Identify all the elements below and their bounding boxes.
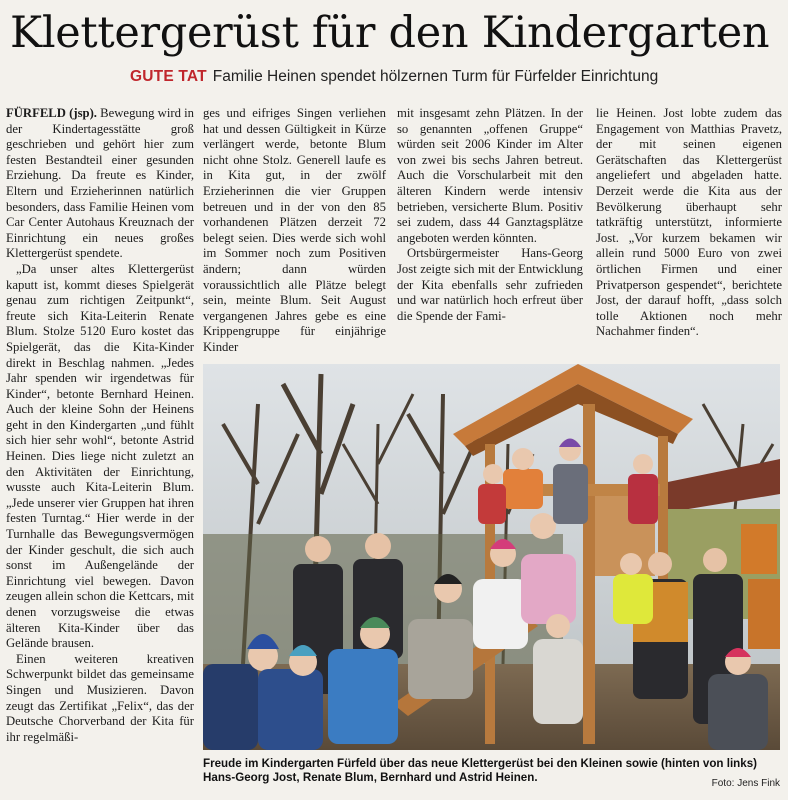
paragraph: „Da unser altes Klettergerüst kaputt ist, kommt dieses Spielgerät genau zum richtigen Zeitpunkt“, freute sich Kita-Leiterin Renate Blum. Stolze 5120 Euro kostet das Spielgerät, das die Kita-Kinder direkt in Beschlag nahmen. „Jedes Jahr spenden wir irgendetwas für Kinder“, betonte Bernhard Heinen. Auch der kleine Sohn der Heinens geht in den Kindergarten „und fühlt sich hier sehr wohl“, betonte Astrid Heinen. Dies liege nicht zuletzt an den Aktivitäten der Einrichtung, wusste auch Kita-Leiterin Blum. „Jede unserer vier Gruppen hat ihren festen Turntag.“ Hier werde in der Turnhalle das Bewegungsvermögen der Kinder geschult, die sich auch sonst im Außengelände der Einrichtung viel bewegen. Davon zeugen allein schon die Kettcars, mit denen vorzugsweise die etwas älteren Kita-Kinder über das Gelände brausen. [6,261,194,651]
paragraph [6,106,194,262]
dateline: FÜRFELD (jsp). [6,106,97,120]
subheadline-text: Familie Heinen spendet hölzernen Turm für Fürfelder Einrichtung [212,68,659,85]
photo-illustration [203,364,780,750]
article-column-2 [203,106,386,354]
subheadline [130,66,658,88]
photo-credit: Foto: Jens Fink [711,778,780,789]
article-column-1 [6,106,194,786]
photo-caption: Freude im Kindergarten Fürfeld über das neue Klettergerüst bei den Kleinen sowie (hinten von links) Hans-Georg Jost, Renate Blum, Bernhard und Astrid Heinen. [203,757,758,784]
paragraph: lie Heinen. Jost lobte zudem das Engagement von Matthias Pravetz, der mit seinen eigenen Gerätschaften das Klettergerüst angeliefert und abgeladen hatte. Derzeit werde die Kita aus der Bevölkerung überhaupt sehr tatkräftig unterstützt, informierte Jost. „Vor kurzem bekamen wir allein rund 5000 Euro von zwei örtlichen Firmen und einer Privatperson gespendet“, berichtete Jost, der darauf hofft, „dass solch tolle Aktionen noch mehr Nachahmer finden“. [596,106,782,339]
kicker: GUTE TAT [130,68,207,85]
paragraph: mit insgesamt zehn Plätzen. In der so genannten „offenen Gruppe“ würden seit 2006 Kinder im Alter von zwei bis sechs Jahren betreut. Auch die Vorschularbeit mit den älteren Kindern werde intensiv betrieben, versicherte Blum. Positiv sei zudem, dass 44 Ganztagsplätze angeboten werden könnten. [397,106,583,245]
article-column-4 [596,106,782,354]
article-photo [203,364,780,750]
article-column-3 [397,106,583,354]
paragraph: ges und eifriges Singen verliehen hat und dessen Gültigkeit in Kürze verlängert werde, betonte Blum nicht ohne Stolz. Generell laufe es in Kita gut, in der zwölf Erzieherinnen die vier Gruppen betreuen und in der von den 85 vorhandenen Plätzen derzeit 72 belegt seien. Dies werde sich wohl im Sommer noch zum Positiven ändern; dann würden voraussichtlich alle Plätze belegt sein, meinte Blum. Seit August vergangenen Jahres gebe es eine Krippengruppe für einjährige Kinder [203,106,386,354]
paragraph-text: Bewegung wird in der Kindertagesstätte groß geschrieben und gehört hier zum festen Bestandteil einer gesunden Erziehung. Da freute es Kinder, Eltern und Erzieherinnen natürlich besonders, dass Familie Heinen vom Car Center Autohaus Kreuznach der Einrichtung ein neues großes Klettergerüst spendete. [6,106,194,261]
paragraph: Einen weiteren kreativen Schwerpunkt bildet das gemeinsame Singen und Musizieren. Davon zeugt das Zertifikat „Felix“, das der Deutsche Chorverband der Kita für ihr regelmäßi- [6,651,194,744]
paragraph: Ortsbürgermeister Hans-Georg Jost zeigte sich mit der Entwicklung der Kita ebenfalls sehr zufrieden und war natürlich hoch erfreut über die Spende der Fami- [397,246,583,323]
headline: Klettergerüst für den Kindergarten [10,8,770,58]
